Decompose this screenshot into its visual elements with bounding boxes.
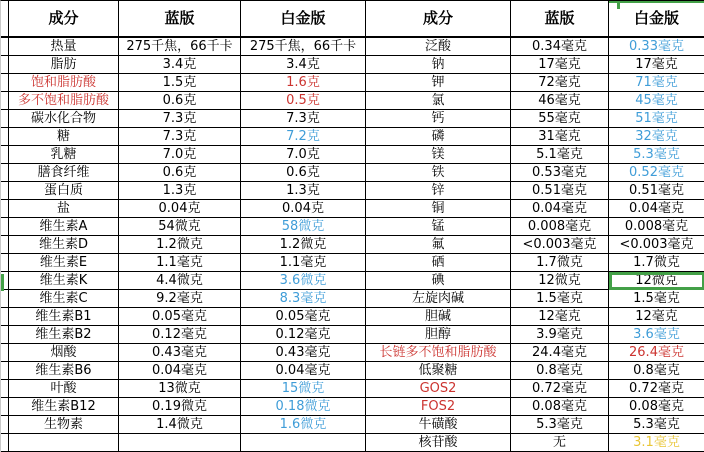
cell-component-label-left[interactable]: 生物素 <box>9 416 119 434</box>
cell-platinum-version-value-right[interactable]: 3.1毫克 <box>609 434 704 452</box>
cell-component-label-right[interactable]: 碘 <box>366 272 511 290</box>
cell-component-label-left[interactable]: 乳糖 <box>9 146 119 164</box>
grid-sliver <box>1 326 9 344</box>
cell-platinum-version-value-right[interactable]: 12毫克 <box>609 308 704 326</box>
cell-blue-version-value-right[interactable]: 3.9毫克 <box>511 326 609 344</box>
cell-platinum-version-value-left[interactable]: 7.0克 <box>241 146 366 164</box>
cell-blue-version-value-right[interactable]: 31毫克 <box>511 128 609 146</box>
grid-sliver <box>1 200 9 218</box>
cell-blue-version-value-left[interactable]: 0.19微克 <box>119 398 241 416</box>
cell-component-label-right[interactable]: 牛磺酸 <box>366 416 511 434</box>
header-platinum-version-left[interactable]: 白金版 <box>241 1 366 38</box>
cell-platinum-version-value-right[interactable]: 1.5毫克 <box>609 290 704 308</box>
cell-component-label-right[interactable]: 锰 <box>366 218 511 236</box>
selection-border-fragment-top <box>609 1 704 3</box>
cell-component-label-right[interactable]: 氯 <box>366 92 511 110</box>
cell-blue-version-value-right[interactable]: 无 <box>511 434 609 452</box>
grid-sliver <box>1 146 9 164</box>
cell-platinum-version-value-left[interactable] <box>241 434 366 452</box>
grid-sliver <box>1 236 9 254</box>
cell-component-label-left[interactable]: 维生素B2 <box>9 326 119 344</box>
cell-platinum-version-value-left[interactable]: 15微克 <box>241 380 366 398</box>
grid-sliver <box>1 308 9 326</box>
grid-sliver <box>1 380 9 398</box>
cell-component-label-right[interactable]: 胆碱 <box>366 308 511 326</box>
cell-component-label-right[interactable]: 胆醇 <box>366 326 511 344</box>
cell-component-label-right[interactable]: 铁 <box>366 164 511 182</box>
grid-sliver <box>1 344 9 362</box>
cell-component-label-right[interactable]: 锌 <box>366 182 511 200</box>
grid-sliver <box>1 218 9 236</box>
cell-platinum-version-value-right[interactable]: 32毫克 <box>609 128 704 146</box>
cell-platinum-version-value-left[interactable]: 0.5克 <box>241 92 366 110</box>
grid-sliver <box>1 182 9 200</box>
cell-platinum-version-value-right[interactable]: 1.7微克 <box>609 254 704 272</box>
cell-platinum-version-value-left[interactable]: 0.04毫克 <box>241 362 366 380</box>
cell-component-label-right[interactable]: 左旋肉碱 <box>366 290 511 308</box>
cell-platinum-version-value-left[interactable]: 7.3克 <box>241 110 366 128</box>
cell-blue-version-value-left[interactable]: 7.0克 <box>119 146 241 164</box>
header-component-left[interactable]: 成分 <box>9 1 119 38</box>
cell-platinum-version-value-right[interactable]: 0.8毫克 <box>609 362 704 380</box>
cell-component-label-left[interactable]: 蛋白质 <box>9 182 119 200</box>
cell-platinum-version-value-right[interactable]: 3.6毫克 <box>609 326 704 344</box>
cell-platinum-version-value-left[interactable]: 0.12毫克 <box>241 326 366 344</box>
cell-component-label-right[interactable]: 低聚糖 <box>366 362 511 380</box>
cell-component-label-left[interactable]: 维生素D <box>9 236 119 254</box>
grid-sliver <box>1 38 9 56</box>
cell-platinum-version-value-left[interactable]: 1.1毫克 <box>241 254 366 272</box>
cell-platinum-version-value-right[interactable]: 17毫克 <box>609 56 704 74</box>
cell-component-label-right[interactable]: 硒 <box>366 254 511 272</box>
cell-blue-version-value-right[interactable]: 24.4毫克 <box>511 344 609 362</box>
cell-component-label-left[interactable]: 烟酸 <box>9 344 119 362</box>
grid-sliver <box>1 434 9 452</box>
cell-blue-version-value-right[interactable]: 1.7微克 <box>511 254 609 272</box>
cell-platinum-version-value-left[interactable]: 1.2微克 <box>241 236 366 254</box>
cell-platinum-version-value-left[interactable]: 0.04克 <box>241 200 366 218</box>
cell-platinum-version-value-right[interactable]: 0.33毫克 <box>609 38 704 56</box>
grid-sliver <box>1 362 9 380</box>
cell-component-label-right[interactable]: GOS2 <box>366 380 511 398</box>
cell-platinum-version-value-right[interactable]: <0.003毫克 <box>609 236 704 254</box>
grid-sliver <box>1 398 9 416</box>
selection-border-fragment-top-nub <box>617 1 620 9</box>
cell-platinum-version-value-left[interactable]: 1.6克 <box>241 74 366 92</box>
grid-sliver <box>1 416 9 434</box>
cell-component-label-left[interactable]: 膳食纤维 <box>9 164 119 182</box>
cell-platinum-version-value-left[interactable]: 1.6微克 <box>241 416 366 434</box>
cell-blue-version-value-left[interactable]: 1.5克 <box>119 74 241 92</box>
cell-blue-version-value-right[interactable]: 0.34毫克 <box>511 38 609 56</box>
cell-blue-version-value-left[interactable]: 0.43毫克 <box>119 344 241 362</box>
cell-blue-version-value-left[interactable]: 0.6克 <box>119 92 241 110</box>
header-platinum-version-right[interactable]: 白金版 <box>609 1 704 38</box>
cell-blue-version-value-right[interactable]: 46毫克 <box>511 92 609 110</box>
cell-component-label-left[interactable]: 碳水化合物 <box>9 110 119 128</box>
cell-component-label-right[interactable]: FOS2 <box>366 398 511 416</box>
cell-platinum-version-value-right[interactable]: 71毫克 <box>609 74 704 92</box>
cell-platinum-version-value-right[interactable]: 0.08毫克 <box>609 398 704 416</box>
cell-platinum-version-value-left[interactable]: 0.43毫克 <box>241 344 366 362</box>
cell-component-label-left[interactable]: 维生素B1 <box>9 308 119 326</box>
grid-sliver <box>1 254 9 272</box>
cell-blue-version-value-left[interactable]: 0.04克 <box>119 200 241 218</box>
cell-blue-version-value-right[interactable]: 0.8毫克 <box>511 362 609 380</box>
header-component-right[interactable]: 成分 <box>366 1 511 38</box>
cell-blue-version-value-left[interactable]: 7.3克 <box>119 110 241 128</box>
cell-blue-version-value-right[interactable]: 12微克 <box>511 272 609 290</box>
cell-component-label-left[interactable]: 多不饱和脂肪酸 <box>9 92 119 110</box>
cell-blue-version-value-left[interactable]: 0.04毫克 <box>119 362 241 380</box>
cell-platinum-version-value-left[interactable]: 275千焦，66千卡 <box>241 38 366 56</box>
cell-blue-version-value-right[interactable]: 0.08毫克 <box>511 398 609 416</box>
cell-blue-version-value-left[interactable]: 3.4克 <box>119 56 241 74</box>
cell-blue-version-value-right[interactable]: 1.5毫克 <box>511 290 609 308</box>
cell-component-label-right[interactable]: 氟 <box>366 236 511 254</box>
cell-blue-version-value-left[interactable]: 0.12毫克 <box>119 326 241 344</box>
cell-component-label-left[interactable]: 维生素C <box>9 290 119 308</box>
cell-platinum-version-value-right[interactable]: 51毫克 <box>609 110 704 128</box>
grid-sliver <box>1 74 9 92</box>
cell-blue-version-value-right[interactable]: 0.51毫克 <box>511 182 609 200</box>
cell-component-label-right[interactable]: 长链多不饱和脂肪酸 <box>366 344 511 362</box>
cell-platinum-version-value-left[interactable]: 7.2克 <box>241 128 366 146</box>
cell-blue-version-value-left[interactable]: 0.6克 <box>119 164 241 182</box>
cell-component-label-right[interactable]: 磷 <box>366 128 511 146</box>
header-blue-version-left[interactable]: 蓝版 <box>119 1 241 38</box>
grid-sliver <box>1 110 9 128</box>
cell-component-label-left[interactable]: 叶酸 <box>9 380 119 398</box>
cell-platinum-version-value-right[interactable]: 26.4毫克 <box>609 344 704 362</box>
cell-blue-version-value-right[interactable]: 5.1毫克 <box>511 146 609 164</box>
cell-platinum-version-value-right[interactable]: 0.51毫克 <box>609 182 704 200</box>
cell-component-label-left[interactable]: 糖 <box>9 128 119 146</box>
cell-blue-version-value-left[interactable]: 4.4微克 <box>119 272 241 290</box>
cell-blue-version-value-right[interactable]: 0.008毫克 <box>511 218 609 236</box>
cell-blue-version-value-left[interactable]: 1.3克 <box>119 182 241 200</box>
cell-blue-version-value-right[interactable]: 0.04毫克 <box>511 200 609 218</box>
cell-component-label-right[interactable]: 钠 <box>366 56 511 74</box>
grid-sliver <box>1 1 9 38</box>
cell-blue-version-value-right[interactable]: 5.3毫克 <box>511 416 609 434</box>
cell-component-label-left[interactable]: 维生素B6 <box>9 362 119 380</box>
cell-blue-version-value-left[interactable]: 1.4微克 <box>119 416 241 434</box>
cell-component-label-right[interactable]: 镁 <box>366 146 511 164</box>
cell-blue-version-value-right[interactable]: <0.003毫克 <box>511 236 609 254</box>
cell-component-label-left[interactable]: 热量 <box>9 38 119 56</box>
cell-component-label-right[interactable]: 泛酸 <box>366 38 511 56</box>
grid-sliver <box>1 56 9 74</box>
cell-component-label-left[interactable] <box>9 434 119 452</box>
cell-component-label-left[interactable]: 维生素B12 <box>9 398 119 416</box>
grid-sliver <box>1 164 9 182</box>
selection-border-fragment-left <box>1 274 4 291</box>
cell-component-label-left[interactable]: 盐 <box>9 200 119 218</box>
cell-blue-version-value-right[interactable]: 72毫克 <box>511 74 609 92</box>
cell-blue-version-value-right[interactable]: 0.53毫克 <box>511 164 609 182</box>
cell-component-label-right[interactable]: 钾 <box>366 74 511 92</box>
cell-platinum-version-value-left[interactable]: 58微克 <box>241 218 366 236</box>
cell-platinum-version-value-left[interactable]: 0.18微克 <box>241 398 366 416</box>
cell-platinum-version-value-right[interactable]: 0.52毫克 <box>609 164 704 182</box>
cell-platinum-version-value-right[interactable]: 0.008毫克 <box>609 218 704 236</box>
cell-platinum-value-selected[interactable]: 12微克 <box>609 272 704 290</box>
cell-blue-version-value-left[interactable] <box>119 434 241 452</box>
cell-blue-version-value-right[interactable]: 17毫克 <box>511 56 609 74</box>
cell-component-label-right[interactable]: 铜 <box>366 200 511 218</box>
cell-blue-version-value-left[interactable]: 9.2毫克 <box>119 290 241 308</box>
cell-blue-version-value-left[interactable]: 54微克 <box>119 218 241 236</box>
cell-platinum-version-value-left[interactable]: 3.6微克 <box>241 272 366 290</box>
cell-platinum-version-value-left[interactable]: 8.3毫克 <box>241 290 366 308</box>
cell-platinum-version-value-left[interactable]: 0.05毫克 <box>241 308 366 326</box>
grid-sliver <box>1 128 9 146</box>
grid-sliver <box>1 92 9 110</box>
cell-blue-version-value-right[interactable]: 12毫克 <box>511 308 609 326</box>
cell-platinum-version-value-right[interactable]: 5.3毫克 <box>609 146 704 164</box>
cell-blue-version-value-right[interactable]: 55毫克 <box>511 110 609 128</box>
cell-blue-version-value-left[interactable]: 1.1毫克 <box>119 254 241 272</box>
cell-component-label-left[interactable]: 脂肪 <box>9 56 119 74</box>
cell-platinum-version-value-left[interactable]: 3.4克 <box>241 56 366 74</box>
cell-blue-version-value-left[interactable]: 275千焦，66千卡 <box>119 38 241 56</box>
cell-platinum-version-value-right[interactable]: 45毫克 <box>609 92 704 110</box>
cell-component-label-left[interactable]: 饱和脂肪酸 <box>9 74 119 92</box>
cell-platinum-version-value-right[interactable]: 5.3毫克 <box>609 416 704 434</box>
cell-blue-version-value-right[interactable]: 0.72毫克 <box>511 380 609 398</box>
cell-platinum-version-value-left[interactable]: 0.6克 <box>241 164 366 182</box>
cell-blue-version-value-left[interactable]: 0.05毫克 <box>119 308 241 326</box>
cell-component-label-left[interactable]: 维生素E <box>9 254 119 272</box>
header-blue-version-right[interactable]: 蓝版 <box>511 1 609 38</box>
cell-component-label-right[interactable]: 核苷酸 <box>366 434 511 452</box>
cell-platinum-version-value-left[interactable]: 1.3克 <box>241 182 366 200</box>
cell-blue-version-value-left[interactable]: 13微克 <box>119 380 241 398</box>
cell-component-label-left[interactable]: 维生素K <box>9 272 119 290</box>
cell-blue-version-value-left[interactable]: 7.3克 <box>119 128 241 146</box>
cell-component-label-right[interactable]: 钙 <box>366 110 511 128</box>
cell-blue-version-value-left[interactable]: 1.2微克 <box>119 236 241 254</box>
grid-sliver <box>1 290 9 308</box>
cell-platinum-version-value-right[interactable]: 0.04毫克 <box>609 200 704 218</box>
cell-platinum-version-value-right[interactable]: 0.72毫克 <box>609 380 704 398</box>
cell-component-label-left[interactable]: 维生素A <box>9 218 119 236</box>
